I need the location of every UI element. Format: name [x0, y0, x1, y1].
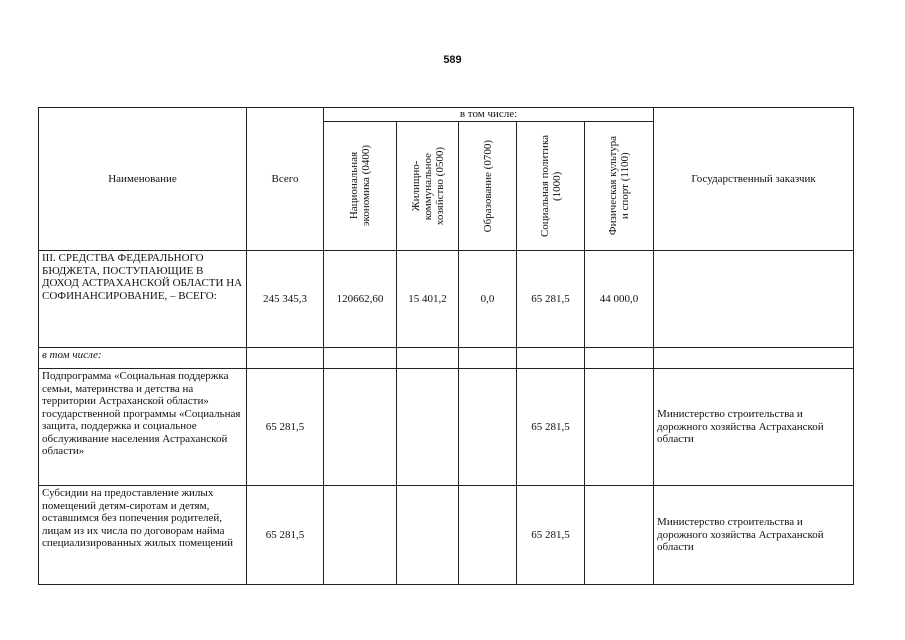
header-col-1100	[585, 122, 654, 251]
header-total: Всего	[247, 108, 324, 251]
cell-empty	[324, 486, 397, 585]
cell-0700: 0,0	[459, 251, 517, 348]
cell-empty	[585, 348, 654, 369]
header-col-0700-text: Образование (0700)	[481, 139, 494, 233]
cell-empty	[397, 486, 459, 585]
table-row-total	[39, 251, 854, 348]
header-customer: Государственный заказчик	[654, 108, 854, 251]
page-number: 589	[443, 54, 462, 66]
table-row-subsidy	[39, 486, 854, 585]
cell-total: 65 281,5	[247, 369, 324, 486]
header-col-1000-text: Социальная политика (1000)	[538, 134, 563, 238]
header-col-0500	[397, 122, 459, 251]
cell-empty	[247, 348, 324, 369]
cell-empty	[324, 369, 397, 486]
cell-empty	[459, 348, 517, 369]
cell-name: Субсидии на предоставление жилых помещений детям-сиротам и детям, оставшимся без попечения родителей, лицам из их числа по договорам найма специализированных жилых помещений	[39, 486, 247, 585]
header-col-0700	[459, 122, 517, 251]
cell-empty	[517, 348, 585, 369]
header-row-1	[39, 108, 854, 122]
cell-customer: Министерство строительства и дорожного хозяйства Астраханской области	[654, 486, 854, 585]
cell-customer	[654, 251, 854, 348]
cell-empty	[585, 369, 654, 486]
cell-empty	[459, 369, 517, 486]
cell-name: Подпрограмма «Социальная поддержка семьи, материнства и детства на территории Астраханской области» государственной программы «Социальная защита, поддержка и социальное обслуживание населения Астраханской области»	[39, 369, 247, 486]
header-col-1000	[517, 122, 585, 251]
header-including: в том числе:	[324, 108, 654, 122]
cell-customer: Министерство строительства и дорожного хозяйства Астраханской области	[654, 369, 854, 486]
cell-total: 65 281,5	[247, 486, 324, 585]
cell-empty	[324, 348, 397, 369]
cell-empty	[397, 348, 459, 369]
cell-total: 245 345,3	[247, 251, 324, 348]
header-name: Наименование	[39, 108, 247, 251]
cell-empty	[654, 348, 854, 369]
header-col-0400-text: Национальная экономика (0400)	[348, 145, 372, 227]
cell-0500: 15 401,2	[397, 251, 459, 348]
header-col-1100-text: Физическая культура и спорт (1100)	[607, 136, 632, 236]
cell-including-label: в том числе:	[39, 348, 247, 369]
budget-table	[38, 107, 854, 585]
cell-1100: 44 000,0	[585, 251, 654, 348]
header-col-0400	[324, 122, 397, 251]
cell-1000: 65 281,5	[517, 369, 585, 486]
header-col-0500-text: Жилищно- коммунальное хозяйство (0500)	[409, 146, 446, 226]
cell-1000: 65 281,5	[517, 486, 585, 585]
table-row-subprogram	[39, 369, 854, 486]
table-row-including	[39, 348, 854, 369]
cell-empty	[397, 369, 459, 486]
cell-name: III. СРЕДСТВА ФЕДЕРАЛЬНОГО БЮДЖЕТА, ПОСТУПАЮЩИЕ В ДОХОД АСТРАХАНСКОЙ ОБЛАСТИ НА СОФИНАНСИРОВАНИЕ, – ВСЕГО:	[39, 251, 247, 348]
cell-empty	[459, 486, 517, 585]
cell-0400: 120662,60	[324, 251, 397, 348]
cell-empty	[585, 486, 654, 585]
cell-1000: 65 281,5	[517, 251, 585, 348]
